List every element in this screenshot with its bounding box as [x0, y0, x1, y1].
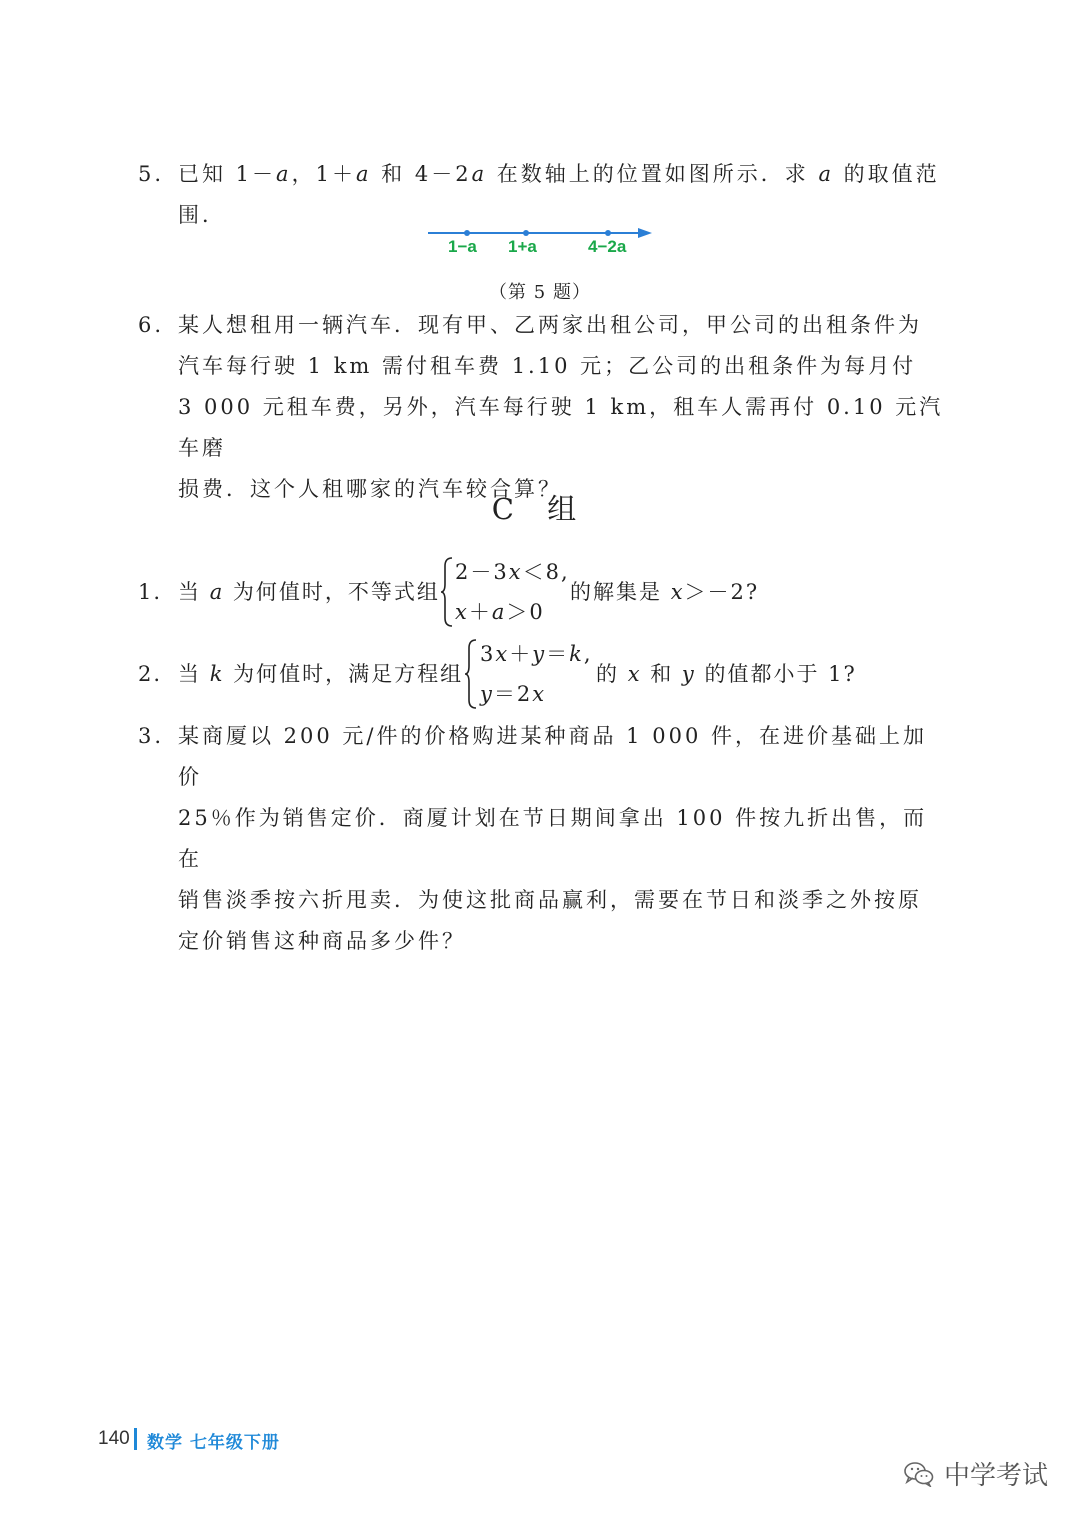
label-1-minus-a: 1−a — [448, 237, 477, 256]
problem-number: 6. — [138, 313, 165, 337]
section-title: C 组 — [491, 492, 589, 526]
point-1-plus-a — [523, 230, 529, 236]
problem-line: 3 000 元租车费，另外，汽车每行驶 1 km，租车人需再付 0.10 元汽车磨 — [178, 395, 944, 460]
problem-number: 3. — [138, 724, 165, 748]
watermark-text: 中学考试 — [944, 1461, 1049, 1491]
label-1-plus-a: 1+a — [508, 237, 537, 256]
problem-number: 5. — [138, 162, 165, 186]
book-title: 数学 七年级下册 — [147, 1433, 280, 1453]
point-4-minus-2a — [605, 230, 611, 236]
system-equation-1: 2－3x＜8, — [455, 560, 570, 584]
problem-line: 损费．这个人租哪家的汽车较合算？ — [178, 477, 562, 501]
number-line-arrow — [638, 228, 652, 238]
problem-text-pre: 当 a 为何值时，不等式组 — [178, 580, 440, 604]
problem-text: 已知 1－a，1＋a 和 4－2a 在数轴上的位置如图所示．求 a 的取值范围． — [178, 162, 940, 227]
number-line-figure — [420, 220, 670, 266]
problem-c3 — [138, 716, 948, 962]
problem-number: 1. — [138, 580, 163, 604]
wechat-icon — [904, 1461, 934, 1487]
problem-line: 汽车每行驶 1 km 需付租车费 1.10 元；乙公司的出租条件为每月付 — [178, 354, 917, 378]
problem-line: 某人想租用一辆汽车．现有甲、乙两家出租公司，甲公司的出租条件为 — [178, 313, 922, 337]
page-number: 140 — [98, 1428, 130, 1449]
problem-line: 定价销售这种商品多少件？ — [178, 929, 466, 953]
system-equation-2: y＝2x — [480, 682, 547, 706]
footer-divider — [134, 1428, 137, 1450]
system-equation-2: x＋a＞0 — [455, 600, 545, 624]
figure-caption: （第 5 题） — [489, 282, 591, 303]
problem-line: 25％作为销售定价．商厦计划在节日期间拿出 100 件按九折出售，而在 — [178, 806, 928, 871]
problem-b6 — [138, 305, 948, 510]
brace-icon — [464, 638, 478, 710]
system-equation-1: 3x＋y＝k, — [480, 642, 593, 666]
problem-number: 2. — [138, 662, 163, 686]
problem-text-post: 的解集是 x＞－2? — [570, 580, 760, 604]
point-1-minus-a — [464, 230, 470, 236]
watermark — [904, 1455, 1048, 1492]
problem-text-post: 的 x 和 y 的值都小于 1? — [596, 662, 857, 686]
problem-text-pre: 当 k 为何值时，满足方程组 — [178, 662, 464, 686]
problem-line: 某商厦以 200 元/件的价格购进某种商品 1 000 件，在进价基础上加价 — [178, 724, 927, 789]
label-4-minus-2a: 4−2a — [588, 237, 627, 256]
brace-icon — [440, 556, 454, 628]
problem-line: 销售淡季按六折甩卖．为使这批商品赢利，需要在节日和淡季之外按原 — [178, 888, 922, 912]
